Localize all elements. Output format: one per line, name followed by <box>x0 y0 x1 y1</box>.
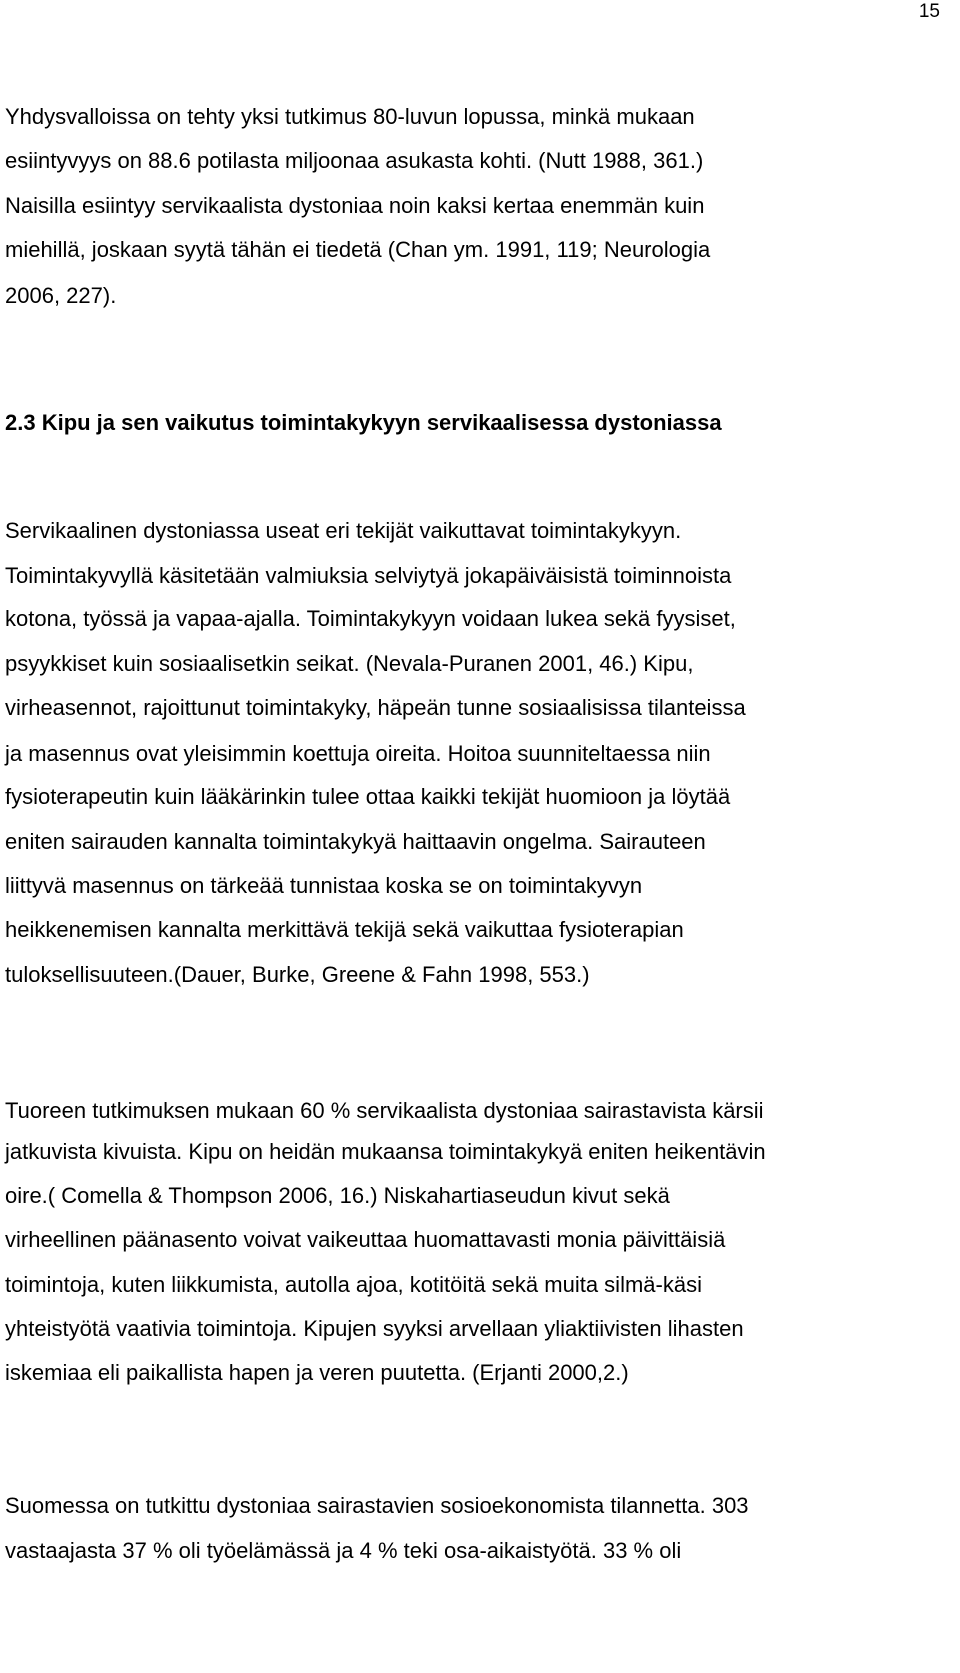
section-heading: 2.3 Kipu ja sen vaikutus toimintakykyyn servikaalisessa dystoniassa <box>5 410 722 435</box>
paragraph-line: virheasennot, rajoittunut toimintakyky, häpeän tunne sosiaalisissa tilanteissa <box>5 695 746 720</box>
paragraph-line: Suomessa on tutkittu dystoniaa sairastavien sosioekonomista tilannetta. 303 <box>5 1493 749 1518</box>
paragraph-line: kotona, työssä ja vapaa-ajalla. Toimintakykyyn voidaan lukea sekä fyysiset, <box>5 606 736 631</box>
paragraph-line: ja masennus ovat yleisimmin koettuja oireita. Hoitoa suunniteltaessa niin <box>5 741 711 766</box>
paragraph-line: Yhdysvalloissa on tehty yksi tutkimus 80-luvun lopussa, minkä mukaan <box>5 104 695 129</box>
paragraph-line: liittyvä masennus on tärkeää tunnistaa koska se on toimintakyvyn <box>5 873 643 898</box>
paragraph-line: Tuoreen tutkimuksen mukaan 60 % servikaalista dystoniaa sairastavista kärsii <box>5 1098 764 1123</box>
paragraph-line: eniten sairauden kannalta toimintakykyä haittaavin ongelma. Sairauteen <box>5 829 706 854</box>
paragraph-line: yhteistyötä vaativia toimintoja. Kipujen syyksi arvellaan yliaktiivisten lihasten <box>5 1316 744 1341</box>
paragraph-line: psyykkiset kuin sosiaalisetkin seikat. (Nevala-Puranen 2001, 46.) Kipu, <box>5 651 694 676</box>
paragraph-line: iskemiaa eli paikallista hapen ja veren puutetta. (Erjanti 2000,2.) <box>5 1360 629 1385</box>
paragraph-line: vastaajasta 37 % oli työelämässä ja 4 % teki osa-aikaistyötä. 33 % oli <box>5 1538 682 1563</box>
paragraph-line: fysioterapeutin kuin lääkärinkin tulee ottaa kaikki tekijät huomioon ja löytää <box>5 784 731 809</box>
paragraph-line: tuloksellisuuteen.(Dauer, Burke, Greene & Fahn 1998, 553.) <box>5 962 590 987</box>
paragraph-line: virheellinen päänasento voivat vaikeuttaa huomattavasti monia päivittäisiä <box>5 1227 726 1252</box>
paragraph-line: oire.( Comella & Thompson 2006, 16.) Niskahartiaseudun kivut sekä <box>5 1183 670 1208</box>
paragraph-line: Naisilla esiintyy servikaalista dystoniaa noin kaksi kertaa enemmän kuin <box>5 193 705 218</box>
paragraph-line: Toimintakyvyllä käsitetään valmiuksia selviytyä jokapäiväisistä toiminnoista <box>5 563 732 588</box>
paragraph-line: miehillä, joskaan syytä tähän ei tiedetä (Chan ym. 1991, 119; Neurologia <box>5 237 711 262</box>
paragraph-line: jatkuvista kivuista. Kipu on heidän mukaansa toimintakykyä eniten heikentävin <box>5 1139 766 1164</box>
paragraph-line: Servikaalinen dystoniassa useat eri tekijät vaikuttavat toimintakykyyn. <box>5 518 682 543</box>
paragraph-line: esiintyvyys on 88.6 potilasta miljoonaa asukasta kohti. (Nutt 1988, 361.) <box>5 148 704 173</box>
paragraph-line: heikkenemisen kannalta merkittävä tekijä sekä vaikuttaa fysioterapian <box>5 917 684 942</box>
page-number: 15 <box>918 1 940 22</box>
paragraph-line: 2006, 227). <box>5 283 117 308</box>
paragraph-line: toimintoja, kuten liikkumista, autolla ajoa, kotitöitä sekä muita silmä-käsi <box>5 1272 702 1297</box>
